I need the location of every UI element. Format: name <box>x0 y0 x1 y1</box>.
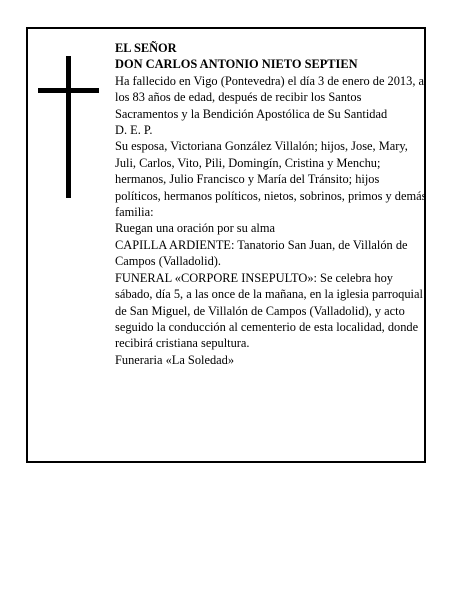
prayer-request: Ruegan una oración por su alma <box>115 221 275 236</box>
cross-vertical-bar <box>66 56 71 198</box>
notice-title: EL SEÑOR <box>115 41 177 55</box>
obituary-text <box>115 40 427 368</box>
cross-horizontal-bar <box>38 88 99 93</box>
family-text: Su esposa, Victoriana González Villalón; hijos, Jose, Mary, Juli, Carlos, Vito, Pili, Domingín, Cristina y Menchu; hermanos, Julio Francisco y María del Tránsito; hijos políticos, hermanos políticos, nietos, sobrinos, primos y demás familia: <box>115 139 427 220</box>
funeral-info: FUNERAL «CORPORE INSEPULTO»: Se celebra hoy sábado, día 5, a las once de la mañana, en la iglesia parroquial de San Miguel, de Villalón de Campos (Valladolid), y acto seguido la conducción al cementerio de esta localidad, donde recibirá cristiana sepultura. <box>115 270 423 351</box>
death-announcement: Ha fallecido en Vigo (Pontevedra) el día 3 de enero de 2013, a los 83 años de edad, después de recibir los Santos Sacramentos y la Bendición Apostólica de Su Santidad <box>115 73 425 121</box>
funeral-home: Funeraria «La Soledad» <box>115 352 235 367</box>
dep-text: D. E. P. <box>115 123 153 138</box>
deceased-name: DON CARLOS ANTONIO NIETO SEPTIEN <box>115 57 358 72</box>
obituary-notice <box>26 27 426 463</box>
chapel-info: CAPILLA ARDIENTE: Tanatorio San Juan, de Villalón de Campos (Valladolid). <box>115 237 408 269</box>
